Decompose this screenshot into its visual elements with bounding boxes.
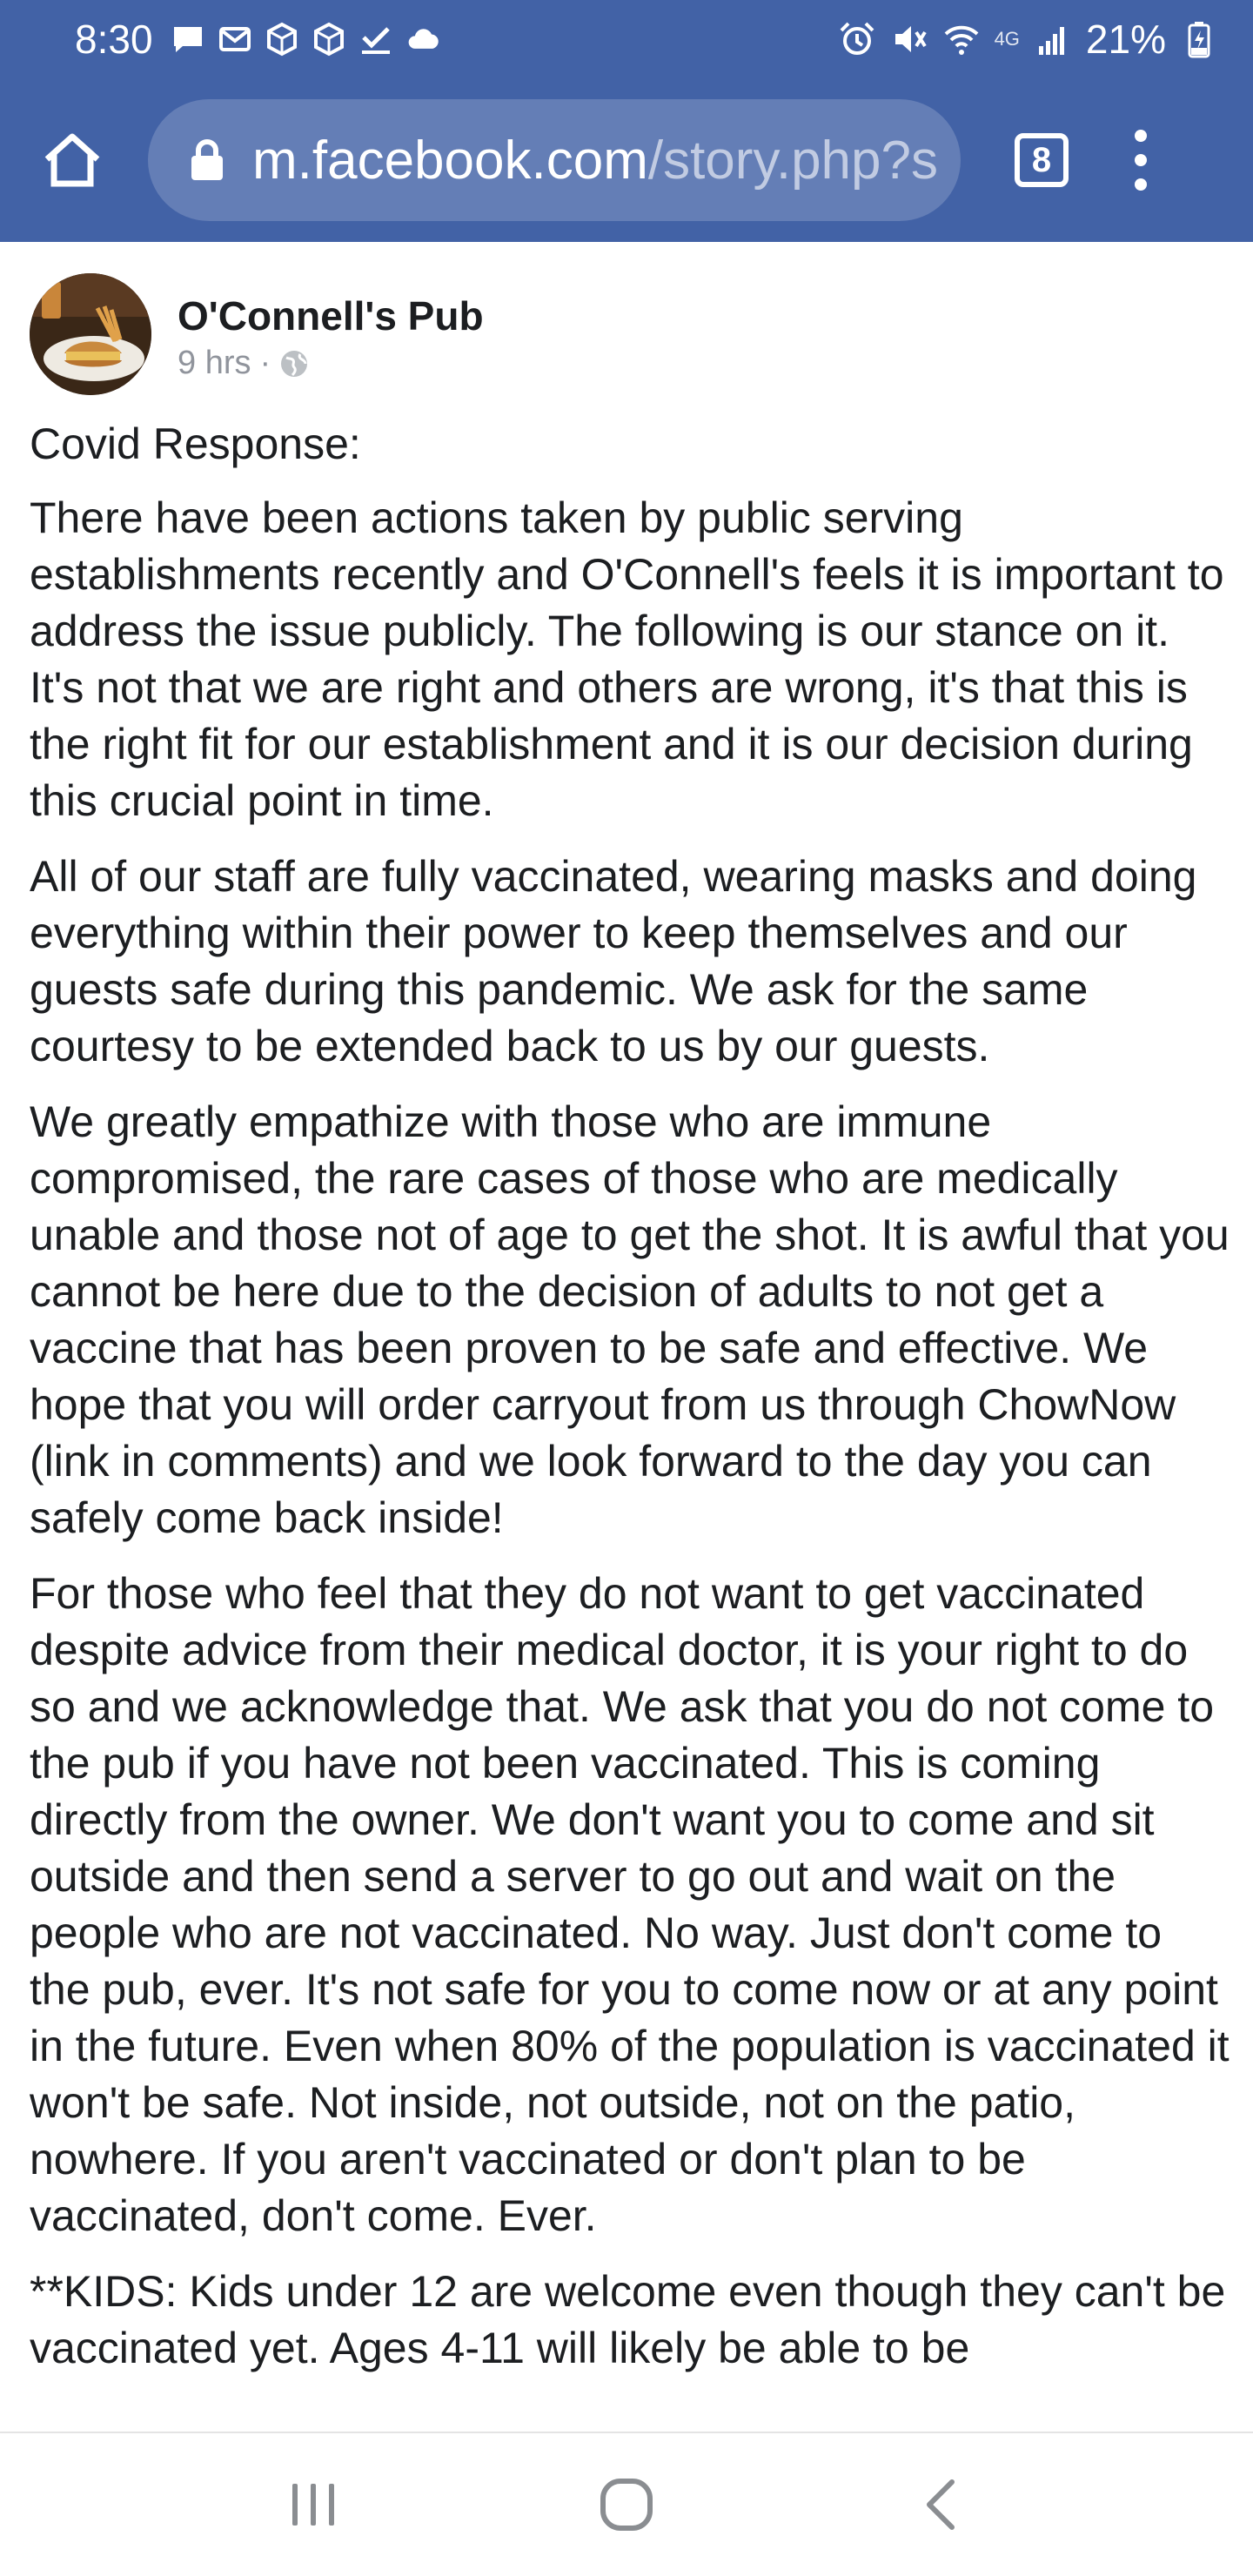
battery-charging-icon — [1180, 20, 1218, 58]
home-icon — [42, 131, 103, 189]
post-paragraph: For those who feel that they do not want to get vaccinated despite advice from their medical doctor, it is your right to do so and we acknowledge that. We ask that you do not come to the pub if you have not been vaccinated. This is coming directly from the owner. We don't want you to come and sit outside and then send a server to go out and wait on the people who are not vaccinated. No way. Just don't come to the pub, ever. It's not safe for you to come now or at any point in the future. Even when 80% of the population is vaccinated it won't be safe. Not inside, not outside, not on the patio, nowhere. If you aren't vaccinated or don't plan to be vaccinated, don't come. Ever. — [30, 1569, 1230, 2240]
home-button[interactable] — [33, 121, 111, 199]
post-header — [30, 258, 1230, 379]
more-options-icon — [1135, 130, 1147, 142]
checkmark-icon — [358, 22, 393, 57]
tab-count: 8 — [1031, 140, 1052, 179]
post-heading: Covid Response: — [30, 419, 361, 468]
recent-apps-icon — [287, 2480, 339, 2529]
home-icon — [599, 2477, 654, 2532]
post-meta — [178, 345, 309, 382]
page-name-link[interactable]: O'Connell's Pub — [178, 293, 484, 339]
url-path: /story.php?s — [647, 130, 938, 191]
post-paragraph: We greatly empathize with those who are immune compromised, the rare cases of those who are medically unable and those not of age to get the shot. It is awful that you cannot be here due to the decision of adults to not get a vaccine that has been proven to be safe and effective. We hope that you will order carryout from us through ChowNow (link in comments) and we look forward to the day you can safely come back inside! — [30, 1097, 1230, 1542]
url-host: m.facebook.com — [252, 130, 648, 191]
address-bar[interactable] — [148, 99, 961, 221]
message-icon — [171, 22, 205, 57]
post-paragraph: All of our staff are fully vaccinated, wearing masks and doing everything within their power to keep themselves and our guests safe during this pandemic. We ask for the same courtesy to be extended back to us by our guests. — [30, 852, 1197, 1070]
post-timestamp[interactable]: 9 hrs — [178, 345, 251, 381]
back-icon — [921, 2477, 959, 2532]
meta-separator: · — [259, 345, 271, 381]
wifi-icon — [942, 20, 981, 58]
post-paragraph: **KIDS: Kids under 12 are welcome even though they can't be vaccinated yet. Ages 4-11 will likely be able to be — [30, 2267, 1226, 2372]
status-bar — [0, 0, 1253, 78]
cube-icon — [312, 22, 346, 57]
notification-icons — [171, 22, 440, 57]
browser-toolbar — [0, 78, 1253, 242]
post-body — [30, 416, 1234, 2396]
tab-switcher-button[interactable] — [1015, 133, 1069, 187]
cloud-icon — [405, 22, 440, 57]
more-options-button[interactable] — [1128, 130, 1154, 191]
alarm-icon — [838, 20, 876, 58]
system-navigation-bar — [0, 2432, 1253, 2576]
status-time: 8:30 — [75, 17, 153, 62]
battery-percentage: 21% — [1085, 17, 1166, 62]
cube-icon — [265, 22, 299, 57]
system-status — [838, 16, 1218, 63]
signal-icon — [1034, 20, 1072, 58]
lock-icon — [190, 138, 224, 182]
mute-icon — [890, 20, 928, 58]
globe-icon — [279, 349, 309, 379]
post-paragraph: There have been actions taken by public serving establishments recently and O'Connell's feels it is important to address the issue publicly. The following is our stance on it. It's not that we are right and others are wrong, it's that this is the right fit for our establishment and it is our decision during this crucial point in time. — [30, 493, 1224, 825]
back-button[interactable] — [896, 2461, 983, 2548]
network-type: 4G — [994, 28, 1020, 50]
recent-apps-button[interactable] — [270, 2461, 357, 2548]
page-avatar[interactable] — [30, 273, 151, 395]
home-nav-button[interactable] — [583, 2461, 670, 2548]
mail-icon — [218, 22, 252, 57]
food-photo — [30, 273, 151, 395]
